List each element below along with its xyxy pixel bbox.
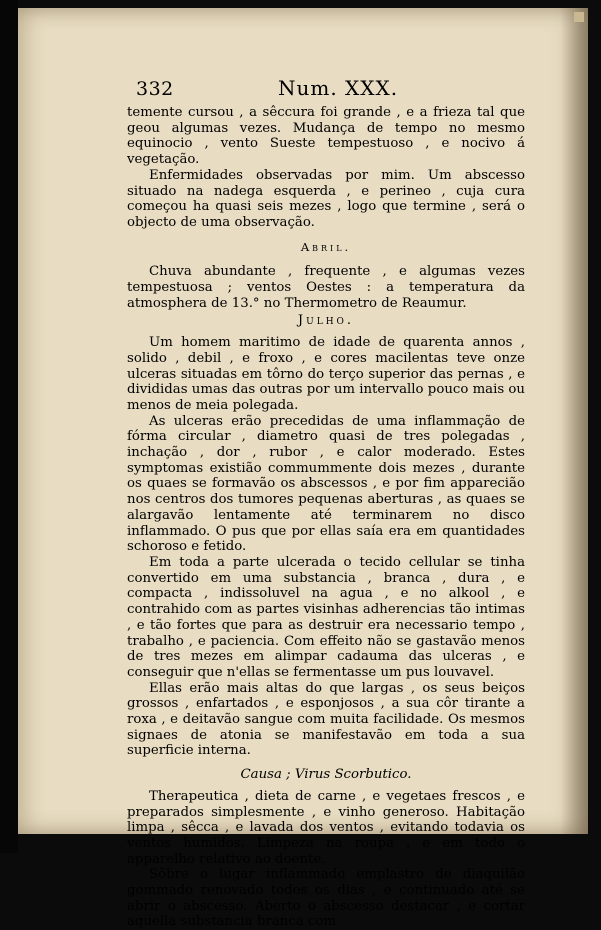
section-heading-julho: Julho. bbox=[297, 313, 355, 329]
page-header bbox=[130, 76, 490, 102]
paragraph-emplastro: Sôbre o lugar inflammado emplastro de diaquilão gommado renovado todos os dias , e continuado até se abrir o abscesso. Aberto o abscesso destacar , e cortar aquella substancia branca com bbox=[127, 867, 525, 930]
running-title: Num. XXX. bbox=[278, 76, 399, 100]
paragraph-therapeutica: Therapeutica , dieta de carne , e vegetaes frescos , e preparados simplesmente , e vinho generoso. Habitação limpa , sêcca , e lavada dos ventos , evitando todavia os ventos humidos. Limpeza na roupa , e em todo o apparelho relativo ao doente. bbox=[127, 788, 525, 867]
page-number: 332 bbox=[136, 78, 174, 100]
section-heading-abril: Abril. bbox=[300, 239, 352, 254]
paragraph-enfermidades: Enfermidades observadas por mim. Um abscesso situado na nadega esquerda , e perineo , cuja cura começou ha quasi seis mezes , logo que termine , será o objecto de uma observação. bbox=[127, 167, 525, 230]
page-body bbox=[127, 105, 525, 930]
page-edge-shadow bbox=[560, 8, 588, 834]
paragraph-continuation: temente cursou , a sêccura foi grande , e a frieza tal que geou algumas vezes. Mudança de tempo no mesmo equinocio , vento Sueste tempestuoso , e nocivo á vegetação. bbox=[127, 105, 525, 168]
paragraph-beicos: Ellas erão mais altas do que largas , os seus beiços grossos , enfartados , e esponjosos , a sua côr tirante a roxa , e deitavão sangue com muita facilidade. Os mesmos signaes de atonia se manifestavão em toda a sua superficie interna. bbox=[127, 680, 525, 759]
paragraph-tecido: Em toda a parte ulcerada o tecido cellular se tinha convertido em uma substancia , branca , dura , e compacta , indissoluvel na agua , e no alkool , e contrahido com as partes visinhas adherencias tão intimas , e tão fortes que para as destruir era necessario tempo , trabalho , e paciencia. Com effeito não se gastavão menos de tres mezes em alimpar cadauma das ulceras , e conseguir que n'ellas se fermentasse um pus louvavel. bbox=[127, 554, 525, 680]
scan-background-strip bbox=[0, 0, 18, 853]
section-heading-causa: Causa ; Virus Scorbutico. bbox=[240, 767, 412, 783]
paragraph-abril: Chuva abundante , frequente , e algumas vezes tempestuosa ; ventos Oestes : a temperatura da atmosphera de 13.° no Thermometro de Reaumur. bbox=[127, 264, 525, 311]
page-corner-mark bbox=[574, 12, 584, 22]
paragraph-ulceras: As ulceras erão precedidas de uma inflammação de fórma circular , diametro quasi de tres polegadas , inchação , dor , rubor , e calor moderado. Estes symptomas existião commummente dois mezes , durante os quaes se formavão os abscessos , e por fim apparecião nos centros dos tumores pequenas aberturas , as quaes se alargavão lentamente até terminarem no disco inflammado. O pus que por ellas saía era em quantidades schoroso e fetido. bbox=[127, 413, 525, 555]
paragraph-case: Um homem maritimo de idade de quarenta annos , solido , debil , e froxo , e cores macilentas teve onze ulceras situadas em tôrno do terço superior das pernas , e divididas umas das outras por um intervallo pouco mais ou menos de meia polegada. bbox=[127, 335, 525, 413]
